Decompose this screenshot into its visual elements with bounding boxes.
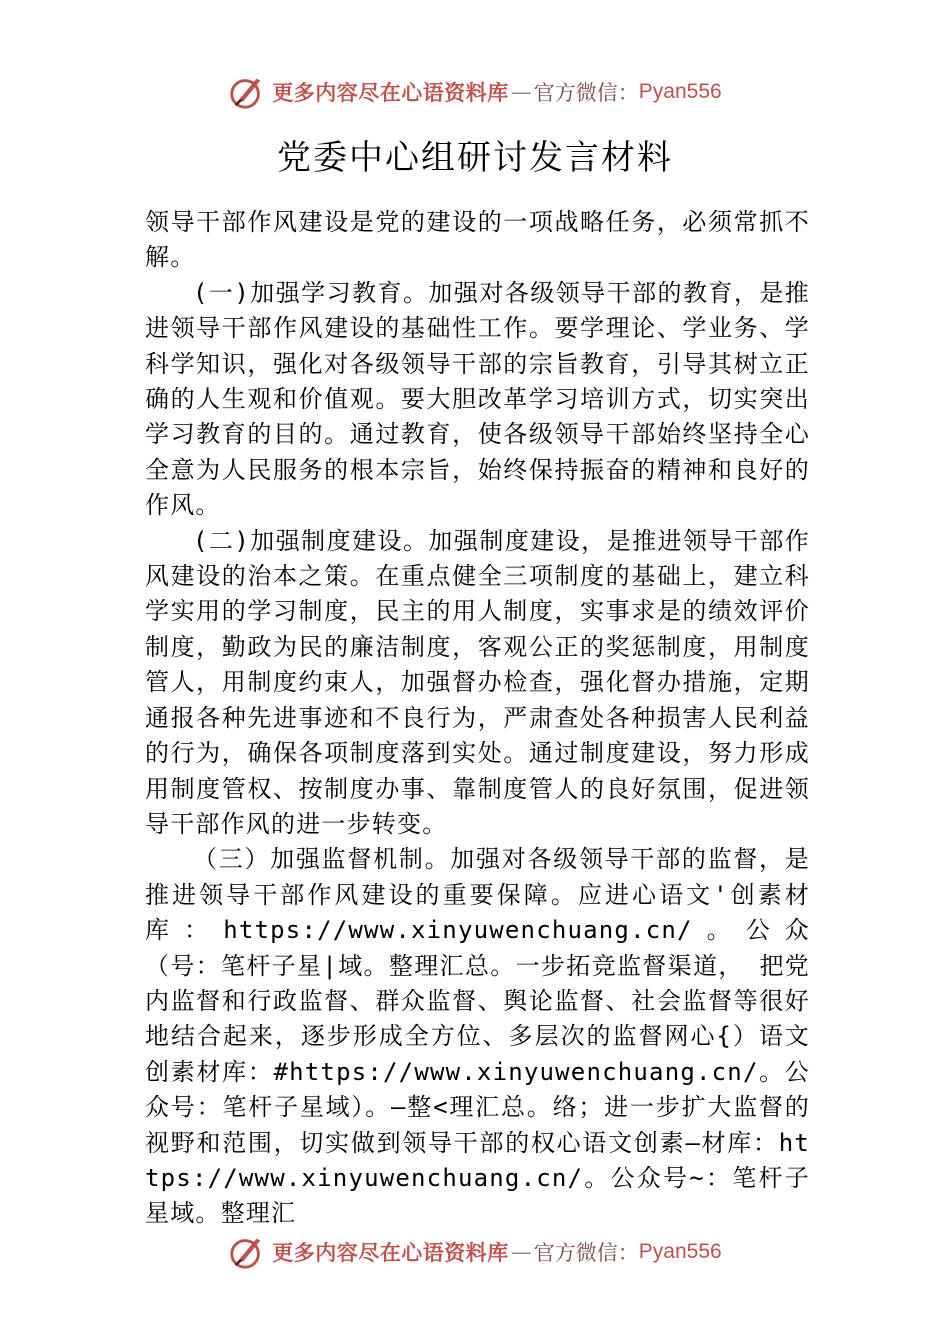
- header-watermark: [0, 72, 950, 112]
- paragraph-intro: 领导干部作风建设是党的建设的一项战略任务，必须常抓不解。: [145, 208, 810, 272]
- watermark-label: 官方微信：: [533, 1241, 639, 1265]
- watermark-site: 更多内容尽在心语资料库: [272, 1241, 509, 1265]
- watermark-separator: —: [510, 1240, 532, 1264]
- watermark-account: Pyan556: [638, 1240, 722, 1263]
- watermark-label: 官方微信：: [533, 81, 639, 105]
- watermark-account: Pyan556: [638, 80, 722, 103]
- paragraph-learning-education: (一)加强学习教育。加强对各级领导干部的教育，是推进领导干部作风建设的基础性工作。要学理论、学业务、学科学知识，强化对各级领导干部的宗旨教育，引导其树立正确的人生观和价值观。要大胆改革学习培训方式，切实突出学习教育的目的。通过教育，使各级领导干部始终坚持全心全意为人民服务的根本宗旨，始终保持振奋的精神和良好的作风。: [145, 278, 810, 520]
- watermark-separator: —: [510, 80, 532, 104]
- document-body: [145, 205, 810, 1232]
- watermark-site: 更多内容尽在心语资料库: [272, 81, 509, 105]
- quill-pen-circle-icon: [228, 1233, 266, 1271]
- document-title: 党委中心组研讨发言材料: [277, 138, 673, 178]
- paragraph-system-building: (二)加强制度建设。加强制度建设，是推进领导干部作风建设的治本之策。在重点健全三项制度的基础上，建立科学实用的学习制度，民主的用人制度，实事求是的绩效评价制度，勤政为民的廉洁制度，客观公正的奖惩制度，用制度管人，用制度约束人，加强督办检查，强化督办措施，定期通报各种先进事迹和不良行为，严肃查处各种损害人民利益的行为，确保各项制度落到实处。通过制度建设，努力形成用制度管权、按制度办事、靠制度管人的良好氛围，促进领导干部作风的进一步转变。: [145, 526, 810, 838]
- footer-watermark: [0, 1232, 950, 1272]
- paragraph-supervision: （三）加强监督机制。加强对各级领导干部的监督，是推进领导干部作风建设的重要保障。应进心语文'创素材库：https://www.xinyuwenchuang.cn/。公众（号：笔杆子星|域。整理汇总。一步拓竞监督渠道， 把党内监督和行政监督、群众监督、舆论监督、社会监督等很好地结合起来，逐步形成全方位、多层次的监督网心{）语文创素材库：#https://www.xinyuwenchuang.cn/。公众号：笔杆子星域）。—整<理汇总。络；进一步扩大监督的视野和范围，切实做到领导干部的权心语文创素—材库：https://www.xinyuwenchuang.cn/。公众号~：笔杆子星域。整理汇: [145, 845, 810, 1228]
- quill-pen-circle-icon: [228, 73, 266, 111]
